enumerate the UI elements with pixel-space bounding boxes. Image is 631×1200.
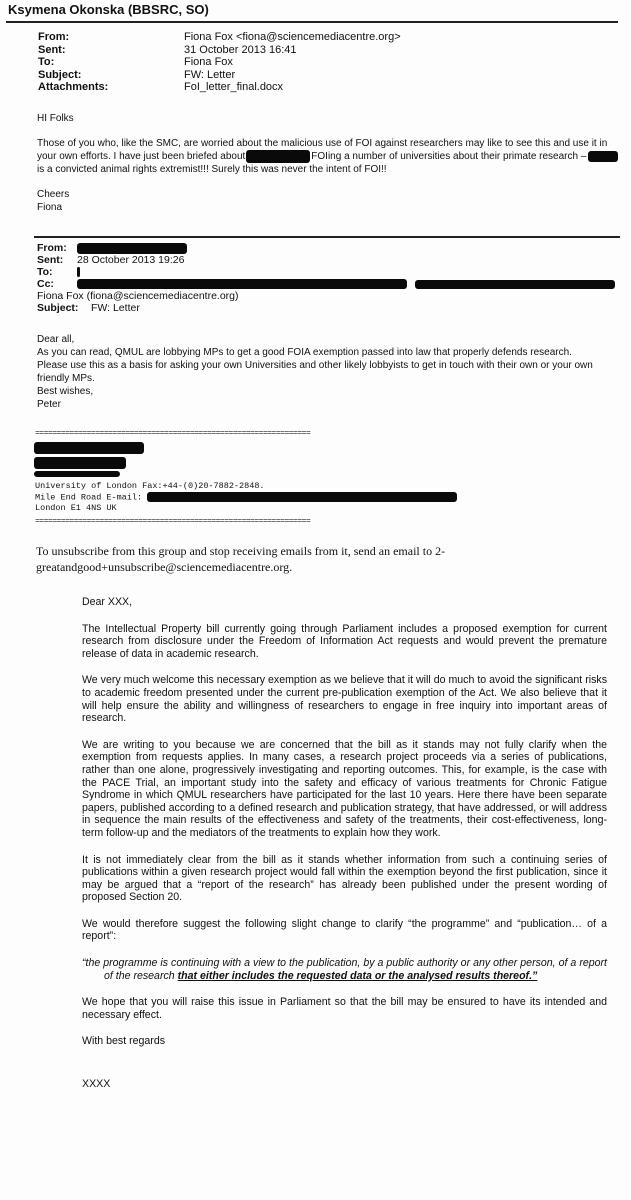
- header-value: 31 October 2013 16:41: [184, 43, 297, 56]
- letter-paragraph: We hope that you will raise this issue in Parliament so that the bill may be ensured to have its intended and necessary effect.: [82, 996, 607, 1021]
- letter-paragraph: It is not immediately clear from the bill as it stands whether information from such a continuing series of publications within a given research project would fall within the exemption beyond the first publication, since it may be argued that a “report of the research” has already been published under the present wording of proposed Section 20.: [82, 853, 607, 904]
- attached-letter: [82, 596, 607, 1105]
- fwd-value: 28 October 2013 19:26: [77, 254, 185, 266]
- header-key: Subject:: [38, 68, 82, 81]
- signature-text: Mile End Road E-mail:: [35, 492, 143, 503]
- greeting: HI Folks: [37, 113, 74, 124]
- letter-paragraph: The Intellectual Property bill currently going through Parliament includes a proposed exemption for current research from disclosure under the Freedom of Information Act requests and would prevent the premature release of data in academic research.: [82, 622, 607, 660]
- redaction: [77, 267, 80, 277]
- redaction: [34, 457, 126, 469]
- fwd-row-from: [37, 242, 615, 254]
- fwd-row-cc: [37, 278, 615, 290]
- redaction: [588, 151, 618, 162]
- quote-underlined-text: that either includes the requested data or the analysed results thereof.”: [177, 969, 538, 982]
- letter-signature: XXXX: [82, 1078, 111, 1091]
- letter-paragraph: We would therefore suggest the following slight change to clarify “the programme” and “publication… of a report”:: [82, 917, 607, 943]
- header-key: From:: [38, 31, 70, 43]
- header-row-to: [38, 56, 401, 69]
- header-value: Fiona Fox: [184, 56, 233, 68]
- fwd-row-cc-continued: [37, 290, 615, 302]
- signature-rule: ================================================================: [35, 517, 311, 526]
- fwd-key: Subject:: [37, 302, 79, 314]
- header-rule: [6, 21, 618, 23]
- header-row-subject: [38, 69, 401, 82]
- header-key: To:: [38, 56, 55, 68]
- email-header-table: [38, 31, 401, 94]
- body-paragraph: As you can read, QMUL are lobbying MPs to get a good FOIA exemption passed into law that properly defends research. Please use this as a basis for asking your own Universities and other likely lobbyists to get in touch with their own or your own friendly MPs.: [37, 347, 593, 384]
- fwd-value: FW: Letter: [91, 302, 140, 314]
- body-text: is a convicted animal rights extremist!!! Surely this was never the intent of FOI!!: [37, 164, 387, 176]
- redaction: [147, 492, 457, 502]
- letter-salutation: Dear XXX,: [82, 596, 133, 608]
- body-paragraph: [37, 137, 622, 176]
- signature-line: [35, 492, 457, 503]
- sender-name: Ksymena Okonska (BBSRC, SO): [8, 2, 209, 17]
- redaction: [77, 243, 187, 254]
- header-key: Sent:: [38, 43, 66, 56]
- signature-rule: ================================================================: [35, 429, 311, 438]
- signoff: Best wishes,: [37, 386, 94, 397]
- signature-block: [35, 481, 457, 514]
- forward-rule: [34, 236, 620, 238]
- letter-paragraph: We are writing to you because we are concerned that the bill as it stands may not fully clarify when the exemption from requests applies. In many cases, a research project proceeds via a series of publications, rather than one alone, progressively investigating and reporting outcomes. This, for example, is the case with the PACE Trial, an important study into the safety and efficacy of various treatments for Chronic Fatigue Syndrome in which QMUL researchers have participated for the last 10 years. Here there have been separate papers, published according to a defined research and publication strategy, that have addressed, or will address in sequence the main results of the effectiveness and safety of the treatments, their cost-effectiveness, long-term follow-up and the mediators of the treatments to explain how they work.: [82, 738, 607, 839]
- fwd-row-sent: [37, 254, 615, 266]
- redaction: [77, 279, 407, 289]
- header-value: Fiona Fox <fiona@sciencemediacentre.org>: [184, 31, 401, 43]
- proposed-amendment-quote: [82, 957, 607, 982]
- fwd-value: Fiona Fox (fiona@sciencemediacentre.org): [37, 290, 239, 302]
- letter-closing: With best regards: [82, 1035, 166, 1048]
- quote-text: “the programme is continuing with a view to the publication, by a public authority or any other person, of a report of the research: [82, 957, 607, 982]
- fwd-row-to: [37, 266, 615, 278]
- greeting: Dear all,: [37, 334, 75, 345]
- header-row-from: [38, 31, 401, 44]
- header-row-sent: [38, 44, 401, 57]
- header-value: FW: Letter: [184, 68, 236, 81]
- fwd-key: From:: [37, 242, 67, 254]
- header-key: Attachments:: [38, 81, 109, 93]
- letter-paragraph: We very much welcome this necessary exemption as we believe that it will do much to avoid the significant risks to academic freedom presented under the current pre-publication exemption of the Act. We also believe that it will help ensure the ability and willingness of researchers to engage in free inquiry into important areas of research.: [82, 674, 607, 725]
- signature-line: London E1 4NS UK: [35, 503, 117, 514]
- fwd-key: To:: [37, 266, 53, 278]
- signoff: Cheers: [37, 189, 70, 201]
- fwd-key: Sent:: [37, 254, 64, 266]
- signature-line: University of London Fax:+44-(0)20-7882-2848.: [35, 481, 265, 491]
- outer-email-body: [37, 112, 622, 214]
- unsubscribe-notice: To unsubscribe from this group and stop receiving emails from it, send an email to 2-greatandgood+unsubscribe@sciencemediacentre.org.: [36, 544, 446, 574]
- forwarded-email-body: [37, 333, 597, 411]
- body-text: Those of you who, like the SMC, are worried about the malicious use of FOI against researchers may like to see this and use it in your own efforts. I have just been briefed about: [37, 138, 608, 163]
- header-value: FoI_letter_final.docx: [184, 81, 284, 93]
- redaction: [415, 280, 615, 289]
- forwarded-header: [37, 242, 615, 314]
- redaction: [246, 150, 310, 163]
- fwd-key: Cc:: [37, 278, 54, 290]
- signature: Peter: [37, 399, 61, 410]
- redaction: [34, 471, 120, 477]
- body-text: FOIing a number of universities about their primate research –: [311, 151, 587, 163]
- redaction: [34, 442, 144, 454]
- fwd-row-subject: [37, 302, 615, 314]
- header-row-attachments: [38, 81, 401, 94]
- signature: Fiona: [37, 202, 63, 214]
